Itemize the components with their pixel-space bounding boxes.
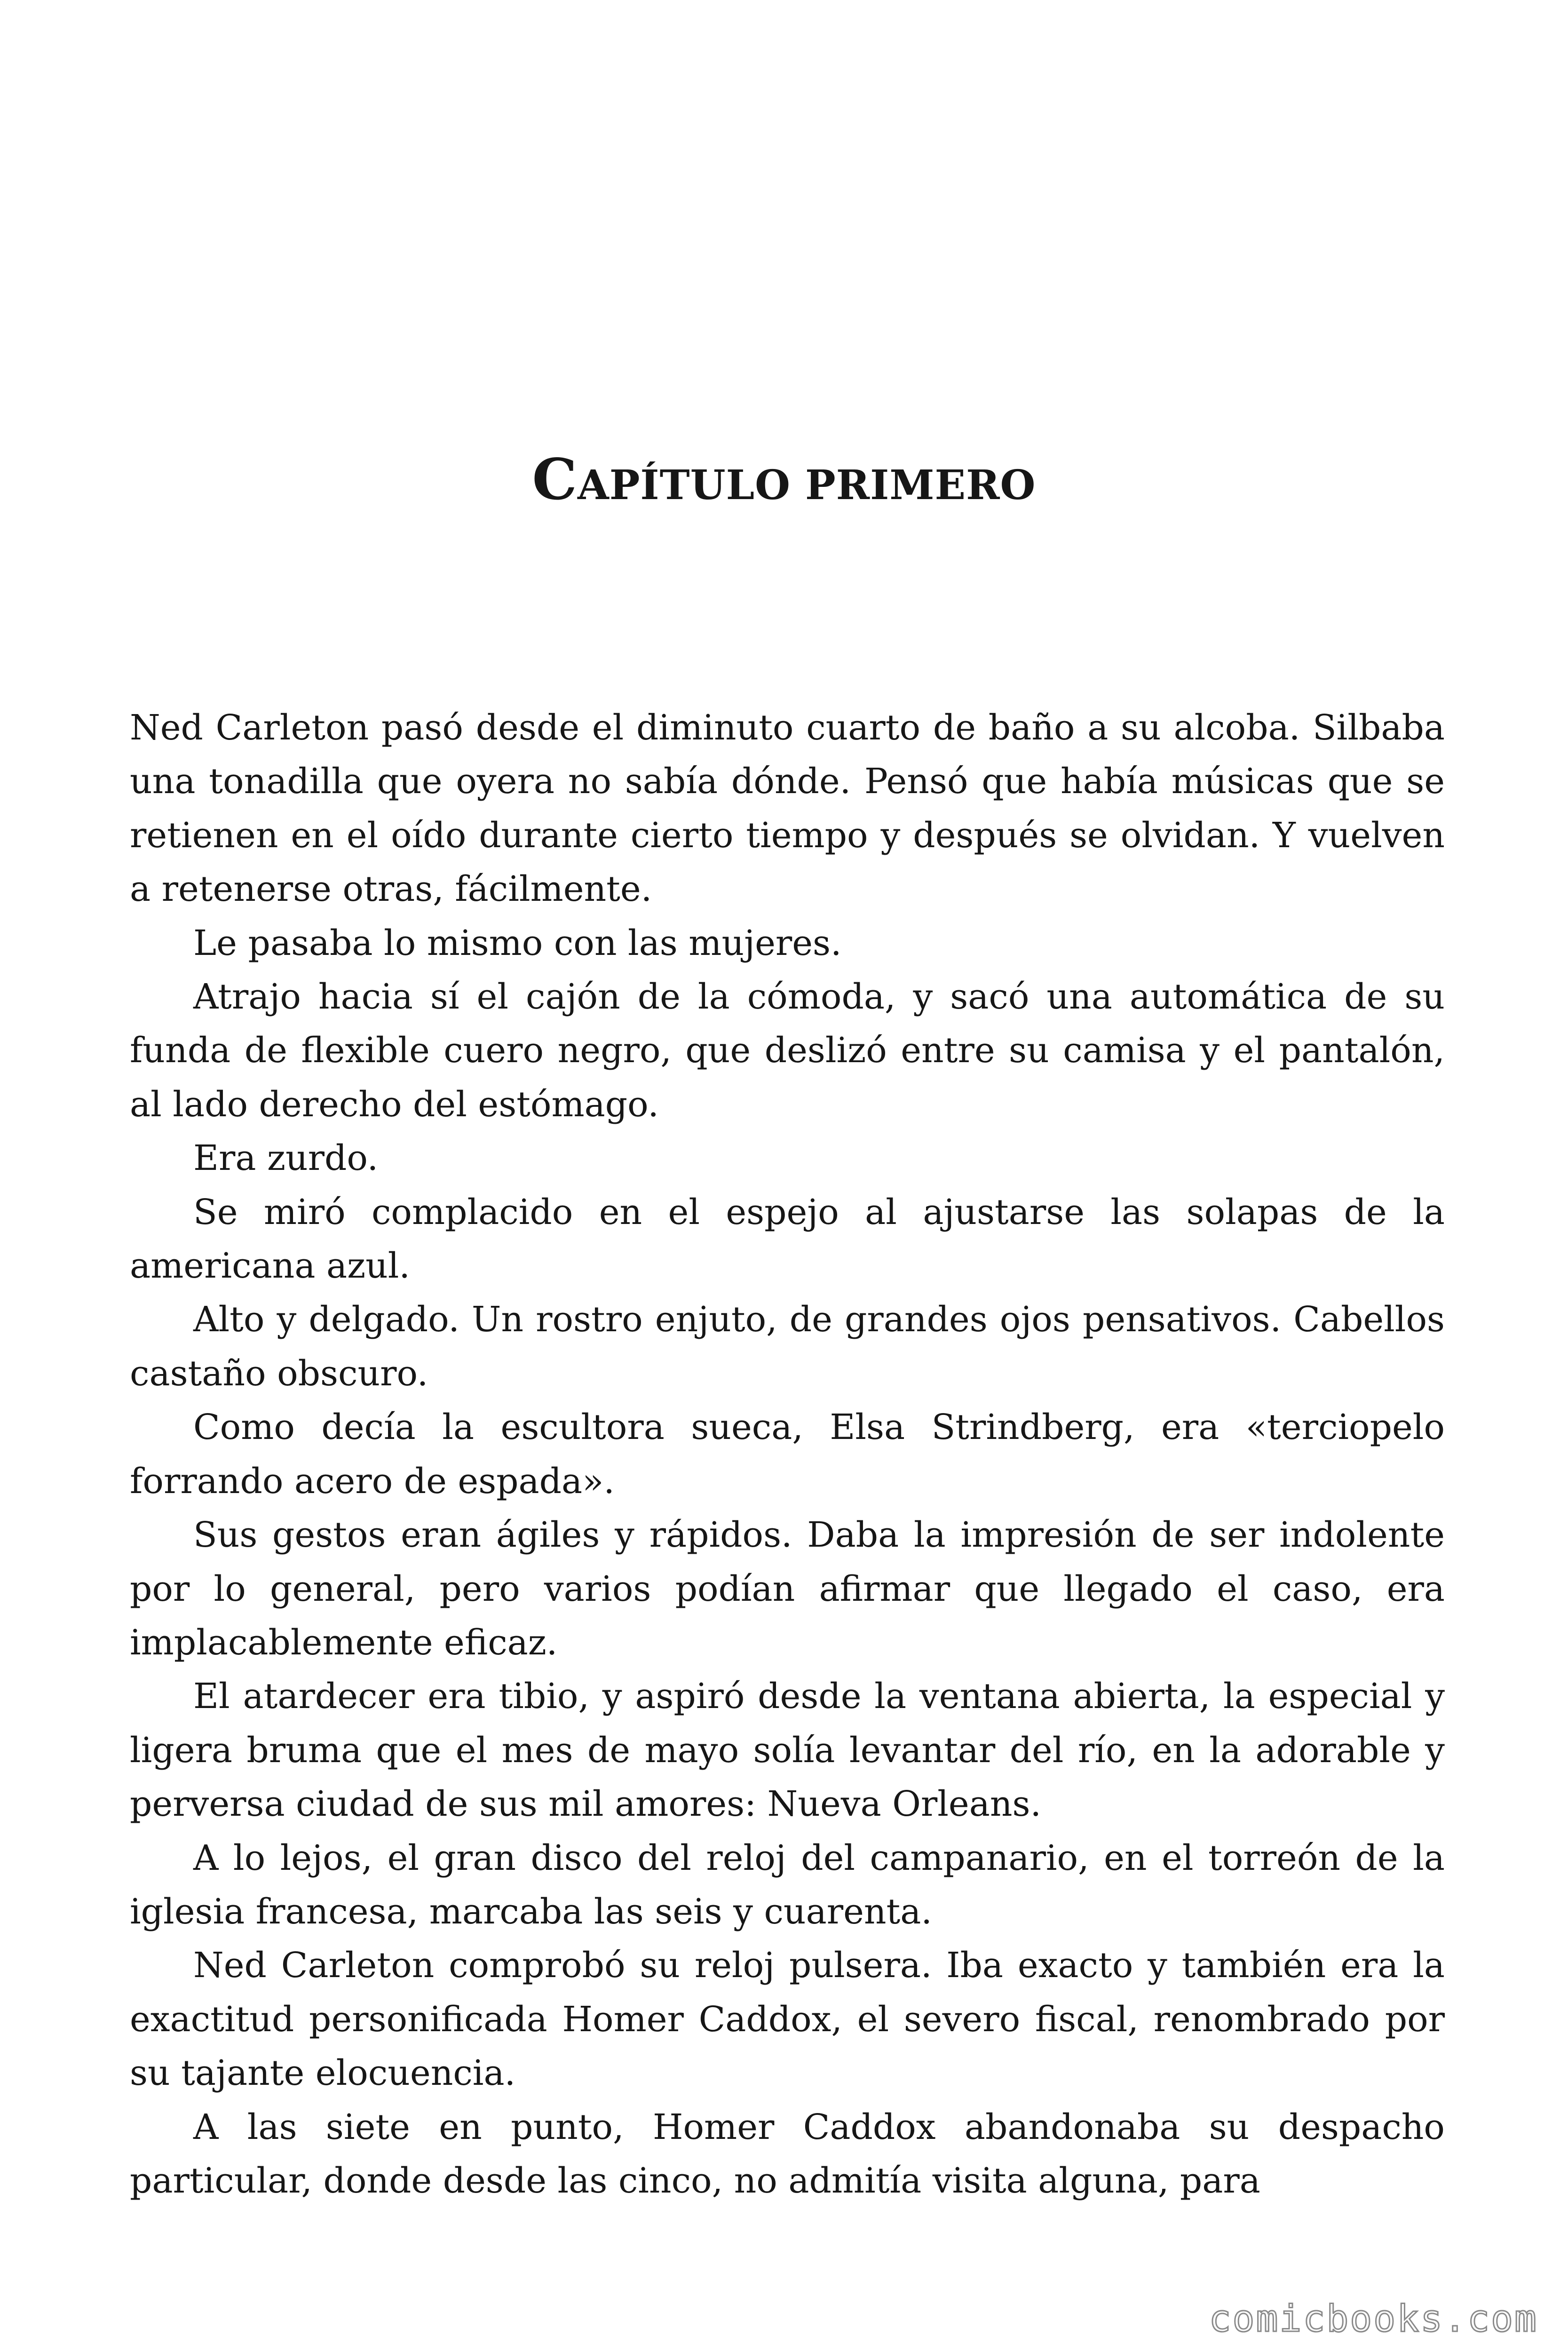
paragraph: Se miró complacido en el espejo al ajustarse las solapas de la americana azul. — [130, 1192, 1445, 1287]
paragraph: Ned Carleton comprobó su reloj pulsera. Iba exacto y también era la exactitud personificada Homer Caddox, el severo fiscal, renombrado por su tajante elocuencia. — [130, 1945, 1445, 2094]
paragraph: Atrajo hacia sí el cajón de la cómoda, y sacó una automática de su funda de flexible cuero negro, que deslizó entre su camisa y el pantalón, al lado derecho del estómago. — [130, 977, 1445, 1125]
paragraph: Sus gestos eran ágiles y rápidos. Daba la impresión de ser indolente por lo general, pero varios podían afirmar que llegado el caso, era implacablemente eficaz. — [130, 1515, 1445, 1663]
paragraph: Alto y delgado. Un rostro enjuto, de grandes ojos pensativos. Cabellos castaño obscuro. — [130, 1299, 1445, 1394]
paragraph: Era zurdo. — [193, 1138, 379, 1179]
paragraph: Le pasaba lo mismo con las mujeres. — [193, 922, 842, 963]
chapter-title-initial: C — [532, 446, 578, 513]
chapter-title-rest: APÍTULO PRIMERO — [578, 461, 1036, 509]
chapter-title — [0, 446, 1568, 516]
paragraph: A las siete en punto, Homer Caddox abandonaba su despacho particular, donde desde las cinco, no admitía visita alguna, para — [130, 2106, 1445, 2201]
watermark: comicbooks.com — [1209, 2298, 1538, 2340]
paragraph: Como decía la escultora sueca, Elsa Strindberg, era «terciopelo forrando acero de espada». — [130, 1407, 1445, 1502]
paragraph: Ned Carleton pasó desde el diminuto cuarto de baño a su alcoba. Silbaba una tonadilla que oyera no sabía dónde. Pensó que había músicas que se retienen en el oído durante cierto tiempo y después se olvidan. Y vuelven a retenerse otras, fácilmente. — [130, 707, 1445, 910]
paragraph: A lo lejos, el gran disco del reloj del campanario, en el torreón de la iglesia francesa, marcaba las seis y cuarenta. — [130, 1837, 1445, 1932]
paragraph: El atardecer era tibio, y aspiró desde la ventana abierta, la especial y ligera bruma que el mes de mayo solía levantar del río, en la adorable y perversa ciudad de sus mil amores: Nueva Orleans. — [130, 1676, 1445, 1825]
chapter-body — [130, 701, 1445, 2208]
